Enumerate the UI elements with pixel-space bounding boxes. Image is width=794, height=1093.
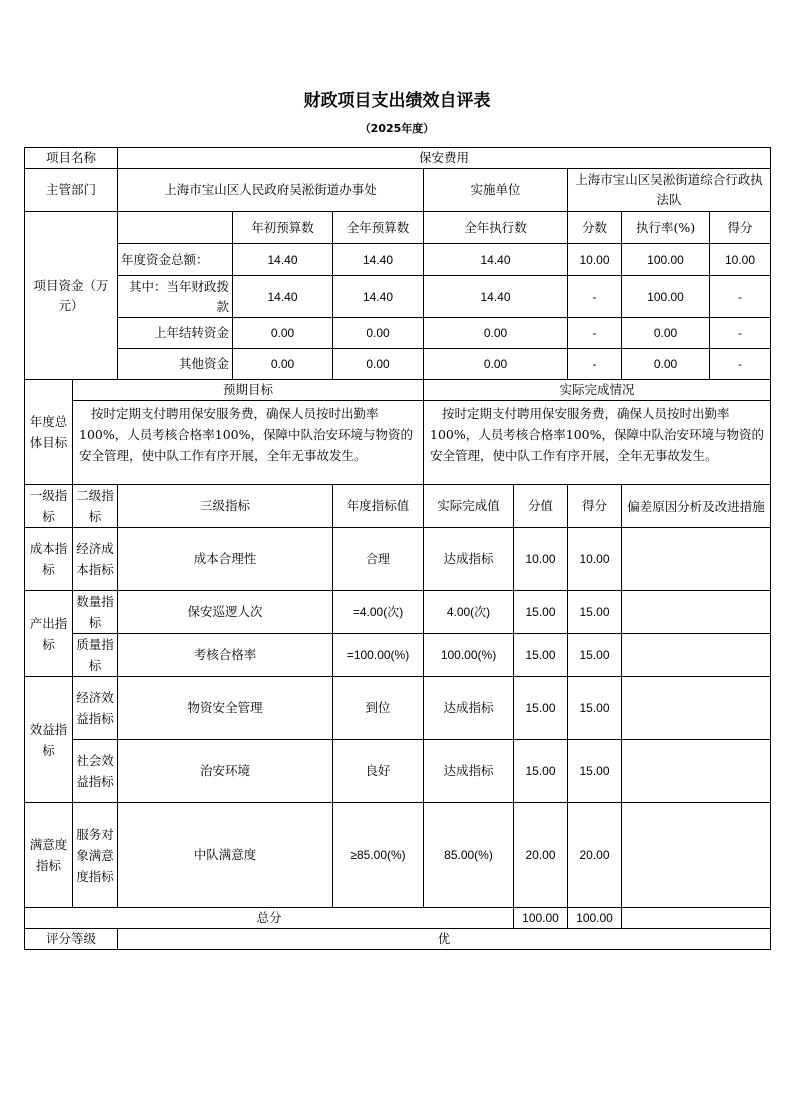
funds-value: 10.00: [568, 244, 622, 276]
funds-value: 0.00: [233, 318, 333, 349]
indicator-l3: 考核合格率: [118, 634, 333, 677]
indicator-note: [622, 634, 771, 677]
funds-header-cell: 年初预算数: [233, 212, 333, 244]
indicator-l2: 经济效益指标: [73, 677, 118, 740]
expected-goal-label: 预期目标: [73, 380, 424, 401]
funds-value: 0.00: [333, 349, 424, 380]
indicator-header-cell: 二级指标: [73, 485, 118, 528]
indicator-l2: 质量指标: [73, 634, 118, 677]
department-row: [25, 169, 771, 212]
dept-label: 主管部门: [25, 169, 118, 212]
funds-header-row: [25, 212, 771, 244]
indicator-l2: 数量指标: [73, 591, 118, 634]
indicator-header-cell: 一级指标: [25, 485, 73, 528]
indicator-header-cell: 偏差原因分析及改进措施: [622, 485, 771, 528]
actual-goal-text: 按时定期支付聘用保安服务费，确保人员按时出勤率100%，人员考核合格率100%，保障中队治安环境与物资的安全管理，使中队工作有序开展，全年无事故发生。: [424, 401, 771, 485]
indicator-score: 15.00: [568, 634, 622, 677]
goals-content-row: [25, 401, 771, 485]
indicator-actual: 达成指标: [424, 740, 514, 803]
funds-header-cell: 分数: [568, 212, 622, 244]
page-subtitle: （2025年度）: [359, 122, 435, 135]
indicator-target: 到位: [333, 677, 424, 740]
funds-value: -: [568, 318, 622, 349]
grade-value: 优: [118, 929, 771, 950]
funds-header-cell: 执行率(%): [622, 212, 710, 244]
funds-value: 0.00: [424, 318, 568, 349]
indicator-l1: 产出指标: [25, 591, 73, 677]
funds-row: [25, 244, 771, 276]
indicator-score: 15.00: [568, 740, 622, 803]
indicator-score: 10.00: [568, 528, 622, 591]
indicator-weight: 15.00: [514, 740, 568, 803]
goals-label: 年度总体目标: [25, 380, 73, 485]
indicator-l3: 保安巡逻人次: [118, 591, 333, 634]
impl-label: 实施单位: [424, 169, 568, 212]
grade-row: [25, 929, 771, 950]
funds-value: 0.00: [622, 318, 710, 349]
indicator-header-cell: 得分: [568, 485, 622, 528]
indicator-actual: 100.00(%): [424, 634, 514, 677]
expected-goal-text: 按时定期支付聘用保安服务费，确保人员按时出勤率100%，人员考核合格率100%，保障中队治安环境与物资的安全管理，使中队工作有序开展，全年无事故发生。: [73, 401, 424, 485]
indicator-row: [25, 634, 771, 677]
impl-value: 上海市宝山区吴淞街道综合行政执法队: [568, 169, 771, 212]
funds-row-label: 其中：当年财政拨款: [118, 276, 233, 318]
indicator-target: =4.00(次): [333, 591, 424, 634]
indicator-actual: 达成指标: [424, 677, 514, 740]
indicator-score: 15.00: [568, 591, 622, 634]
funds-value: 14.40: [424, 276, 568, 318]
indicator-actual: 达成指标: [424, 528, 514, 591]
funds-value: 100.00: [622, 244, 710, 276]
indicator-l3: 物资安全管理: [118, 677, 333, 740]
funds-row: [25, 276, 771, 318]
indicator-l1: 满意度指标: [25, 803, 73, 908]
indicator-weight: 15.00: [514, 677, 568, 740]
indicator-target: 合理: [333, 528, 424, 591]
indicator-weight: 15.00: [514, 591, 568, 634]
funds-header-cell: 得分: [710, 212, 771, 244]
funds-header-blank: [118, 212, 233, 244]
funds-value: 0.00: [622, 349, 710, 380]
total-note: [622, 908, 771, 929]
funds-row: [25, 318, 771, 349]
indicator-actual: 4.00(次): [424, 591, 514, 634]
total-score: 100.00: [568, 908, 622, 929]
funds-value: 10.00: [710, 244, 771, 276]
indicator-l2: 服务对象满意度指标: [73, 803, 118, 908]
funds-value: -: [568, 276, 622, 318]
indicator-l2: 社会效益指标: [73, 740, 118, 803]
funds-value: 14.40: [333, 244, 424, 276]
funds-value: -: [710, 318, 771, 349]
indicator-header-cell: 三级指标: [118, 485, 333, 528]
indicator-score: 20.00: [568, 803, 622, 908]
funds-value: 14.40: [333, 276, 424, 318]
indicator-weight: 20.00: [514, 803, 568, 908]
funds-value: -: [568, 349, 622, 380]
funds-row-label: 上年结转资金: [118, 318, 233, 349]
indicator-note: [622, 803, 771, 908]
page-title: 财政项目支出绩效自评表: [303, 91, 491, 111]
indicator-header-row: [25, 485, 771, 528]
indicator-row: [25, 591, 771, 634]
total-row: [25, 908, 771, 929]
funds-value: 14.40: [424, 244, 568, 276]
indicator-header-cell: 年度指标值: [333, 485, 424, 528]
indicator-row: [25, 677, 771, 740]
funds-value: 14.40: [233, 276, 333, 318]
goals-header-row: [25, 380, 771, 401]
indicator-weight: 10.00: [514, 528, 568, 591]
funds-row-label: 其他资金: [118, 349, 233, 380]
actual-goal-label: 实际完成情况: [424, 380, 771, 401]
indicator-target: ≥85.00(%): [333, 803, 424, 908]
indicator-score: 15.00: [568, 677, 622, 740]
funds-row: [25, 349, 771, 380]
indicator-header-cell: 分值: [514, 485, 568, 528]
indicator-row: [25, 528, 771, 591]
indicator-target: =100.00(%): [333, 634, 424, 677]
indicator-header-cell: 实际完成值: [424, 485, 514, 528]
funds-row-label: 年度资金总额：: [118, 244, 233, 276]
indicator-l3: 成本合理性: [118, 528, 333, 591]
indicator-weight: 15.00: [514, 634, 568, 677]
indicator-target: 良好: [333, 740, 424, 803]
grade-label: 评分等级: [25, 929, 118, 950]
total-label: 总分: [25, 908, 514, 929]
funds-value: -: [710, 349, 771, 380]
indicator-note: [622, 528, 771, 591]
funds-value: 0.00: [424, 349, 568, 380]
funds-header-cell: 全年预算数: [333, 212, 424, 244]
funds-value: 100.00: [622, 276, 710, 318]
indicator-l3: 中队满意度: [118, 803, 333, 908]
funds-header-cell: 全年执行数: [424, 212, 568, 244]
indicator-row: [25, 803, 771, 908]
project-name-label: 项目名称: [25, 148, 118, 169]
funds-value: 14.40: [233, 244, 333, 276]
indicator-actual: 85.00(%): [424, 803, 514, 908]
indicator-note: [622, 740, 771, 803]
funds-value: -: [710, 276, 771, 318]
indicator-note: [622, 677, 771, 740]
project-name-value: 保安费用: [118, 148, 771, 169]
evaluation-table: [24, 147, 771, 950]
funds-value: 0.00: [333, 318, 424, 349]
indicator-note: [622, 591, 771, 634]
indicator-l1: 效益指标: [25, 677, 73, 803]
project-name-row: [25, 148, 771, 169]
indicator-l3: 治安环境: [118, 740, 333, 803]
indicator-l2: 经济成本指标: [73, 528, 118, 591]
indicator-l1: 成本指标: [25, 528, 73, 591]
funds-label: 项目资金（万元）: [25, 212, 118, 380]
dept-value: 上海市宝山区人民政府吴淞街道办事处: [118, 169, 424, 212]
indicator-row: [25, 740, 771, 803]
total-weight: 100.00: [514, 908, 568, 929]
funds-value: 0.00: [233, 349, 333, 380]
